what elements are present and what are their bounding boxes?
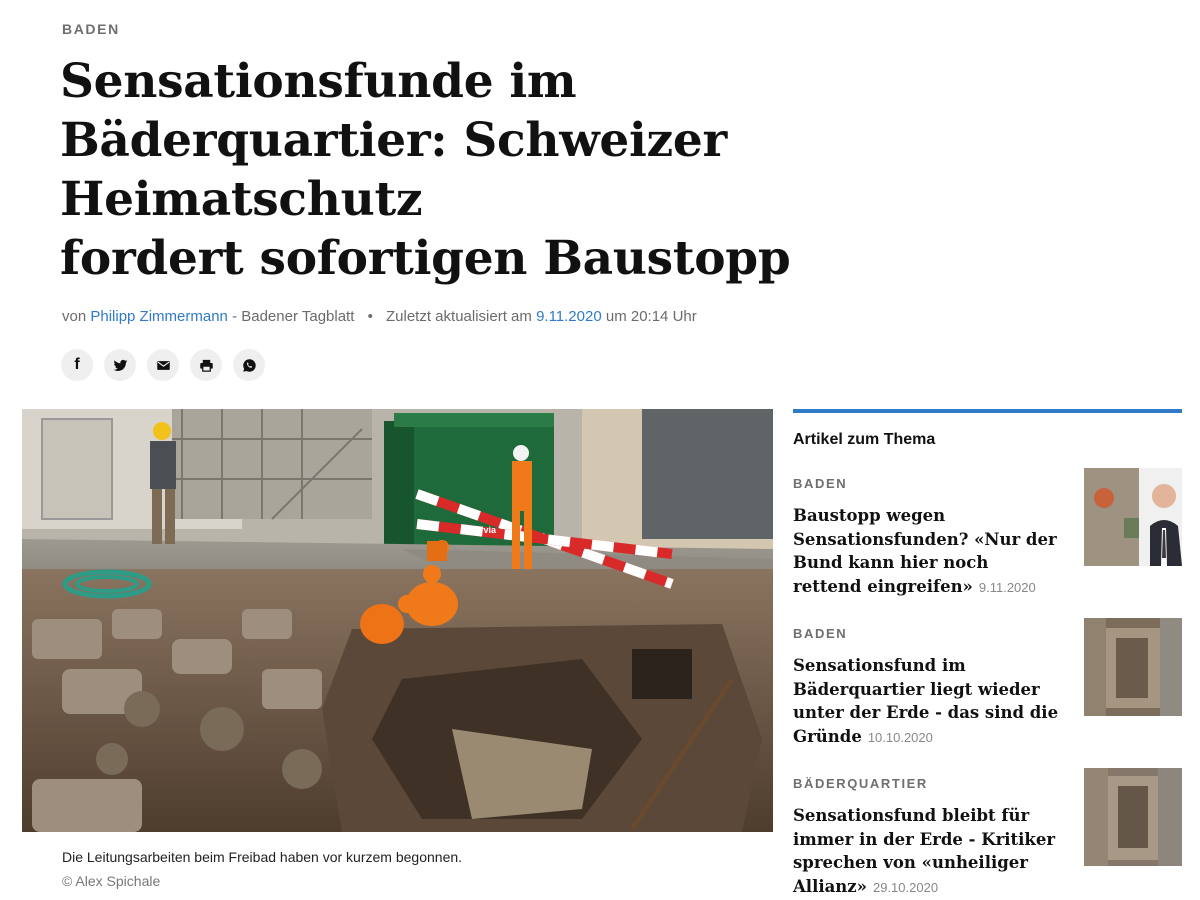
related-article-title[interactable] — [793, 654, 1061, 749]
byline-prefix: von — [62, 308, 87, 325]
article-kicker[interactable]: BADEN — [62, 21, 120, 37]
share-whatsapp-button[interactable] — [233, 349, 265, 381]
facebook-icon: f — [74, 356, 80, 373]
byline — [62, 308, 697, 325]
share-twitter-button[interactable] — [104, 349, 136, 381]
share-email-button[interactable] — [147, 349, 179, 381]
related-article-title[interactable] — [793, 804, 1061, 899]
share-facebook-button[interactable] — [61, 349, 93, 381]
related-article-kicker[interactable]: BADEN — [793, 476, 848, 491]
related-article-thumbnail[interactable] — [1084, 468, 1182, 566]
related-article-thumbnail[interactable] — [1084, 618, 1182, 716]
related-article-headline[interactable]: Sensationsfund im Bäderquartier liegt wieder unter der Erde - das sind die Gründe — [793, 656, 1059, 746]
image-credit: © Alex Spichale — [62, 873, 161, 889]
related-article-headline[interactable]: Sensationsfund bleibt für immer in der Erde - Kritiker sprechen von «unheiliger Allianz» — [793, 806, 1056, 896]
share-print-button[interactable] — [190, 349, 222, 381]
image-caption: Die Leitungsarbeiten beim Freibad haben vor kurzem begonnen. — [62, 849, 463, 865]
related-article-date: 10.10.2020 — [867, 729, 933, 745]
thumbnail-image — [1084, 618, 1182, 716]
headline-line: Bäderquartier: Schweizer — [60, 113, 728, 168]
related-articles-title: Artikel zum Thema — [793, 431, 936, 448]
publication-name: - Badener Tagblatt — [232, 308, 355, 325]
updated-label: Zuletzt aktualisiert am — [386, 308, 532, 325]
related-article[interactable] — [793, 626, 1182, 749]
headline-line: Heimatschutz — [60, 172, 423, 227]
twitter-icon — [113, 358, 128, 373]
headline-line: Sensationsfunde im — [60, 54, 577, 109]
author-link[interactable]: Philipp Zimmermann — [90, 308, 228, 325]
related-article-thumbnail[interactable] — [1084, 768, 1182, 866]
related-article-kicker[interactable]: BÄDERQUARTIER — [793, 776, 928, 791]
related-article[interactable] — [793, 476, 1182, 599]
updated-date-link[interactable]: 9.11.2020 — [536, 308, 602, 325]
hero-image — [22, 409, 773, 832]
thumbnail-image — [1084, 468, 1182, 566]
updated-time: um 20:14 Uhr — [605, 308, 697, 325]
thumbnail-image — [1084, 768, 1182, 866]
related-article-title[interactable] — [793, 504, 1061, 599]
print-icon — [199, 358, 214, 373]
related-article-date: 29.10.2020 — [872, 879, 939, 895]
related-articles — [793, 409, 1182, 896]
headline-line: fordert sofortigen Baustopp — [60, 231, 791, 286]
related-article-date: 9.11.2020 — [978, 579, 1036, 595]
share-bar — [61, 349, 265, 381]
article-headline — [60, 52, 820, 288]
email-icon — [156, 358, 171, 373]
barrier-text: aarvia — [470, 525, 497, 535]
byline-separator: • — [367, 308, 373, 325]
related-article-headline[interactable]: Baustopp wegen Sensationsfunden? «Nur der Bund kann hier noch rettend eingreifen» — [793, 506, 1057, 596]
sidebar-accent-rule — [793, 409, 1182, 413]
related-article[interactable] — [793, 776, 1182, 899]
whatsapp-icon — [242, 358, 257, 373]
excavation-photo — [22, 409, 773, 832]
related-article-kicker[interactable]: BADEN — [793, 626, 848, 641]
